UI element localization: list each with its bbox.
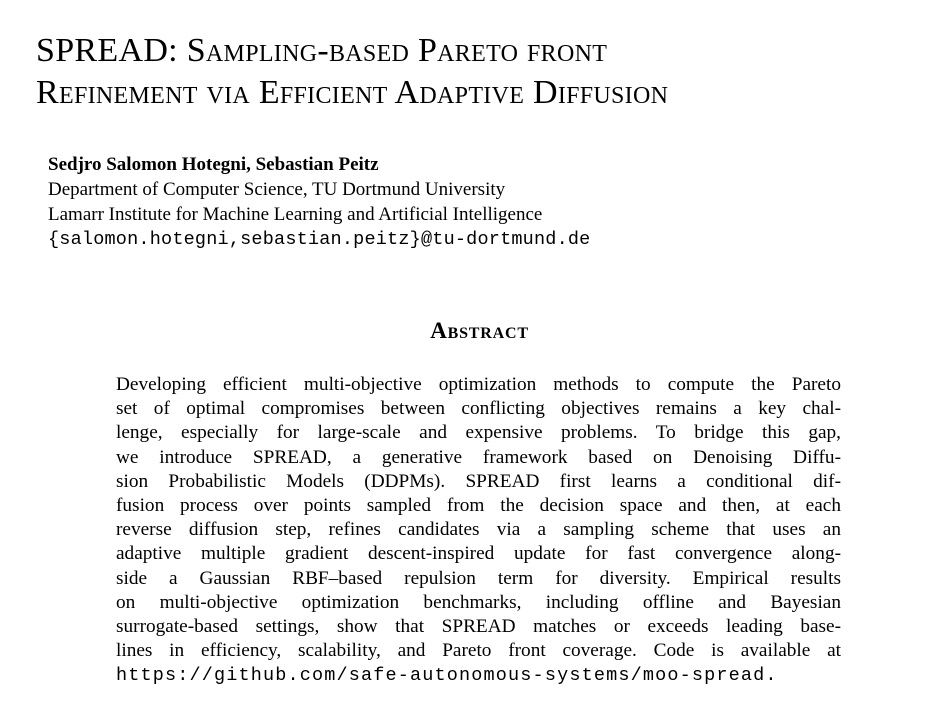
author-emails: {salomon.hotegni,sebastian.peitz}@tu-dortmund.de [48, 229, 591, 250]
author-block [48, 152, 848, 252]
abstract-line: surrogate-based settings, show that SPREAD matches or exceeds leading base- [116, 615, 841, 637]
abstract-line: Developing efficient multi-objective optimization methods to compute the Pareto [116, 374, 841, 395]
paper-title [36, 30, 916, 114]
abstract-line: set of optimal compromises between conflicting objectives remains a key chal- [116, 398, 841, 420]
abstract-line: adaptive multiple gradient descent-inspired update for fast convergence along- [116, 543, 841, 565]
abstract-line: lenge, especially for large-scale and expensive problems. To bridge this gap, [116, 422, 841, 444]
affiliation-2: Lamarr Institute for Machine Learning and Artificial Intelligence [48, 204, 543, 225]
abstract-line: lines in efficiency, scalability, and Pareto front coverage. Code is available at [116, 640, 841, 662]
title-line-1: SPREAD: Sampling-based Pareto front [36, 32, 608, 69]
abstract-code-line [116, 663, 841, 687]
code-url: https://github.com/safe-autonomous-systems/moo-spread. [116, 665, 778, 687]
abstract-line: we introduce SPREAD, a generative framework based on Denoising Diffu- [116, 446, 841, 468]
author-names: Sedjro Salomon Hotegni, Sebastian Peitz [48, 154, 379, 175]
abstract-line: fusion process over points sampled from the decision space and then, at each [116, 494, 841, 516]
abstract-line: sion Probabilistic Models (DDPMs). SPREAD first learns a conditional dif- [116, 470, 841, 492]
abstract-line: side a Gaussian RBF–based repulsion term for diversity. Empirical results [116, 567, 841, 589]
abstract-line: reverse diffusion step, refines candidates via a sampling scheme that uses an [116, 519, 841, 541]
abstract-line: on multi-objective optimization benchmarks, including offline and Bayesian [116, 591, 841, 613]
abstract-heading: Abstract [430, 318, 529, 343]
affiliation-1: Department of Computer Science, TU Dortmund University [48, 179, 506, 200]
title-line-2: Refinement via Efficient Adaptive Diffusion [36, 74, 669, 111]
abstract-body [116, 373, 841, 687]
